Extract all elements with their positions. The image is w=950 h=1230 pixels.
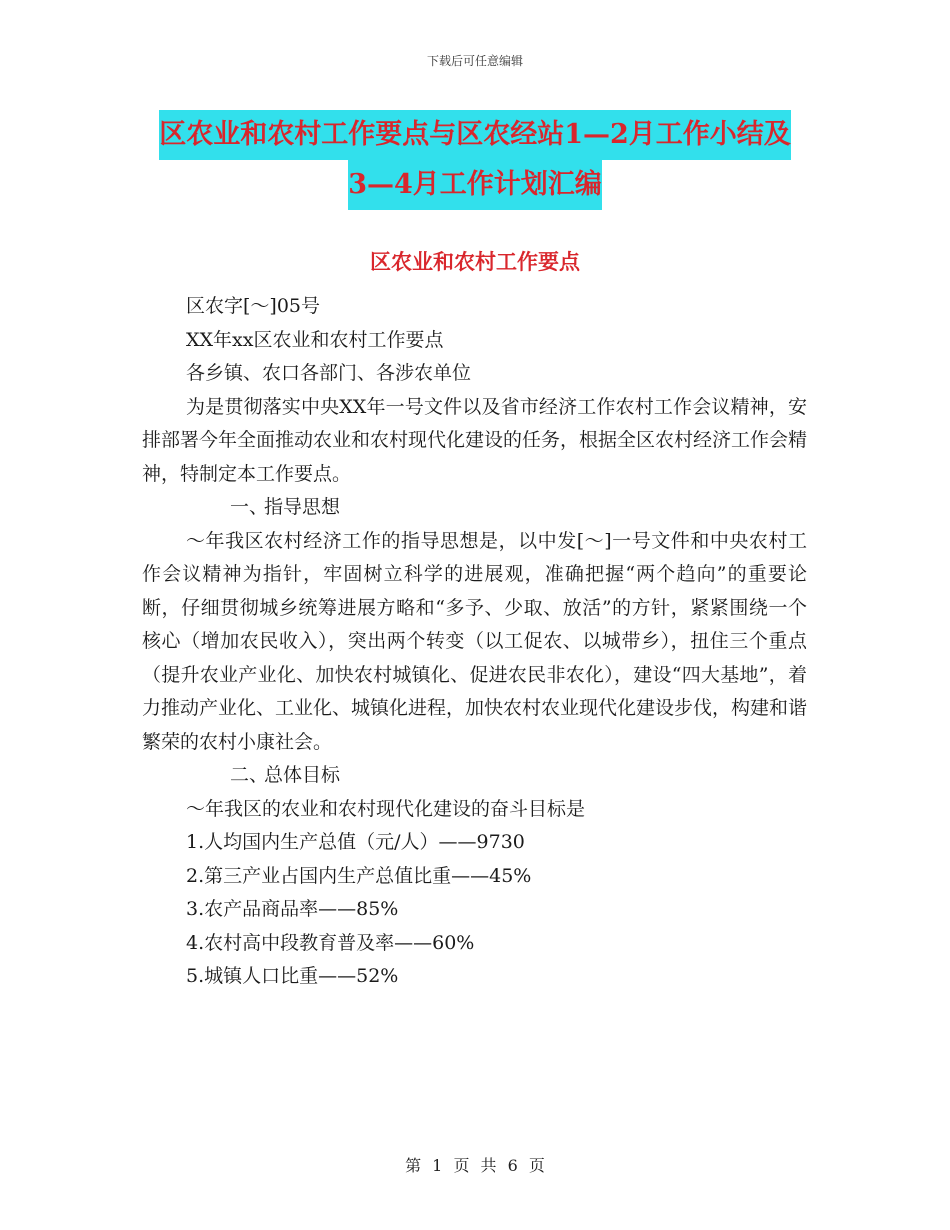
part1-paragraph: ～年我区农村经济工作的指导思想是，以中发[～]一号文件和中央农村工作会议精神为指针，牢固树立科学的进展观，准确把握“两个趋向”的重要论断，仔细贯彻城乡统筹进展方略和“多予、少取、放活”的方针，紧紧围绕一个核心（增加农民收入），突出两个转变（以工促农、以城带乡），扭住三个重点（提升农业产业化、加快农村城镇化、促进农民非农化），建设“四大基地”，着力推动产业化、工业化、城镇化进程，加快农村农业现代化建设步伐，构建和谐繁荣的农村小康社会。 — [142, 529, 808, 753]
target-item: 2.第三产业占国内生产总值比重——45% — [186, 864, 532, 887]
document-title — [0, 110, 950, 210]
part2-title: 总体目标 — [264, 764, 341, 786]
doc-subtitle: XX年xx区农业和农村工作要点 — [186, 328, 444, 351]
part1-title: 指导思想 — [264, 496, 341, 518]
intro-paragraph: 为是贯彻落实中央XX年一号文件以及省市经济工作农村工作会议精神，安排部署今年全面推动农业和农村现代化建设的任务，根据全区农村经济工作会精神，特制定本工作要点。 — [142, 395, 808, 485]
target-item: 4.农村高中段教育普及率——60% — [186, 931, 475, 954]
part1-number: 一、 — [230, 496, 269, 518]
title-line-1: 区农业和农村工作要点与区农经站1—2月工作小结及 — [159, 110, 791, 160]
title-line-2: 3—4月工作计划汇编 — [348, 160, 602, 210]
part2-heading — [142, 759, 807, 793]
part1-heading — [142, 491, 807, 525]
part2-paragraph: ～年我区的农业和农村现代化建设的奋斗目标是 — [186, 797, 586, 820]
document-body — [142, 290, 807, 994]
target-item: 3.农产品商品率——85% — [186, 898, 399, 920]
page-footer: 第 1 页 共 6 页 — [405, 1156, 545, 1175]
part2-number: 二、 — [230, 764, 269, 786]
doc-number: 区农字[～]05号 — [186, 295, 321, 317]
section-heading: 区农业和农村工作要点 — [370, 249, 580, 274]
header-note: 下载后可任意编辑 — [426, 54, 523, 68]
target-item: 5.城镇人口比重——52% — [186, 965, 399, 987]
target-item: 1.人均国内生产总值（元/人）——9730 — [186, 831, 525, 853]
recipients: 各乡镇、农口各部门、各涉农单位 — [186, 362, 472, 384]
